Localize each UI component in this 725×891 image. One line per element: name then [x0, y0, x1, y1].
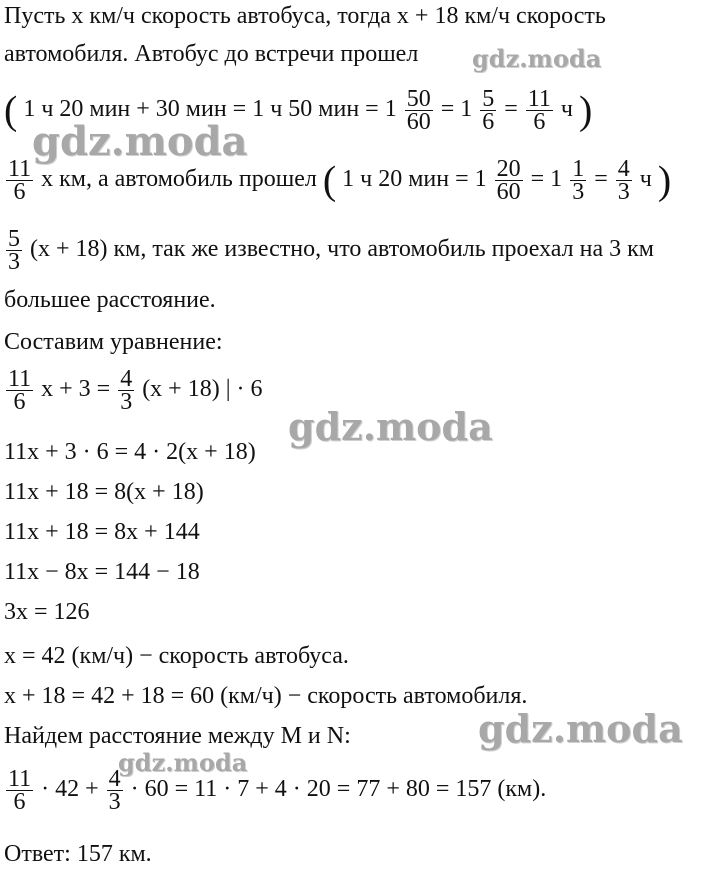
fraction: $\frac{4}{3}$ [120, 366, 133, 415]
text-line-6: большее расстояние. [4, 287, 216, 313]
fraction: $\frac{1}{3}$ [572, 156, 585, 205]
expr-part: (x + 18) | · 6 [142, 376, 263, 403]
watermark: gdz.moda [118, 748, 248, 777]
expr-part: = [594, 166, 608, 193]
text-line-1: Пусть x км/ч скорость автобуса, тогда x + 18 км/ч скорость [4, 3, 606, 29]
expr-part: x км, а автомобиль прошел [41, 166, 317, 193]
equation-line-8: x + 18 = 42 + 18 = 60 (км/ч) − скорость автомобиля. [4, 683, 528, 709]
equation-line-3: 11x + 18 = 8(x + 18) [4, 479, 204, 505]
fraction: $\frac{11}{6}$ [8, 766, 32, 815]
equation-line-2: 11x + 3 · 6 = 4 · 2(x + 18) [4, 439, 256, 465]
expr-part: 1 ч 20 мин + 30 мин = 1 ч 50 мин = 1 [23, 96, 397, 123]
expr-part: = 1 [530, 166, 563, 193]
close-paren: ) [578, 87, 593, 133]
watermark: gdz.moda [288, 404, 493, 449]
answer-line: Ответ: 157 км. [4, 841, 152, 867]
text-line-7: Составим уравнение: [4, 329, 223, 355]
open-paren: ( [322, 157, 337, 203]
text-line-5 [4, 228, 654, 273]
fraction: $\frac{50}{60}$ [406, 86, 431, 135]
expr-part: ч [560, 96, 573, 123]
watermark: gdz.moda [478, 706, 683, 751]
fraction: $\frac{20}{60}$ [496, 156, 521, 205]
equation-line-7: x = 42 (км/ч) − скорость автобуса. [4, 643, 349, 669]
expr-part: x + 3 = [41, 376, 111, 403]
fraction: $\frac{4}{3}$ [617, 156, 630, 205]
watermark: gdz.moda [472, 44, 602, 73]
close-paren: ) [657, 157, 672, 203]
fraction: $\frac{11}{6}$ [8, 366, 32, 415]
expr-part: = [504, 96, 518, 123]
equation-line-9 [4, 768, 546, 813]
fraction: $\frac{5}{6}$ [482, 86, 495, 135]
expr-part: 1 ч 20 мин = 1 [342, 166, 487, 193]
equation-line-4: 11x + 18 = 8x + 144 [4, 519, 200, 545]
watermark: gdz.moda [32, 118, 248, 165]
fraction: $\frac{5}{3}$ [8, 226, 20, 275]
expr-part: · 60 = 11 · 7 + 4 · 20 = 77 + 80 = 157 (км). [130, 776, 547, 803]
equation-line-6: 3x = 126 [4, 599, 90, 625]
expr-part: (x + 18) км, так же известно, что автомобиль проехал на 3 км [30, 236, 654, 263]
fraction: $\frac{11}{6}$ [527, 86, 551, 135]
expr-part: ч [639, 166, 652, 193]
expr-part: · 42 + [41, 776, 99, 803]
fraction: $\frac{4}{3}$ [108, 766, 121, 815]
text-line-16: Найдем расстояние между M и N: [4, 723, 351, 749]
text-line-2: автомобиля. Автобус до встречи прошел [4, 41, 419, 67]
fraction: $\frac{11}{6}$ [8, 156, 32, 205]
open-paren: ( [4, 87, 18, 133]
expr-part: = 1 [440, 96, 473, 123]
equation-line-1 [4, 368, 263, 413]
equation-line-5: 11x − 8x = 144 − 18 [4, 559, 200, 585]
